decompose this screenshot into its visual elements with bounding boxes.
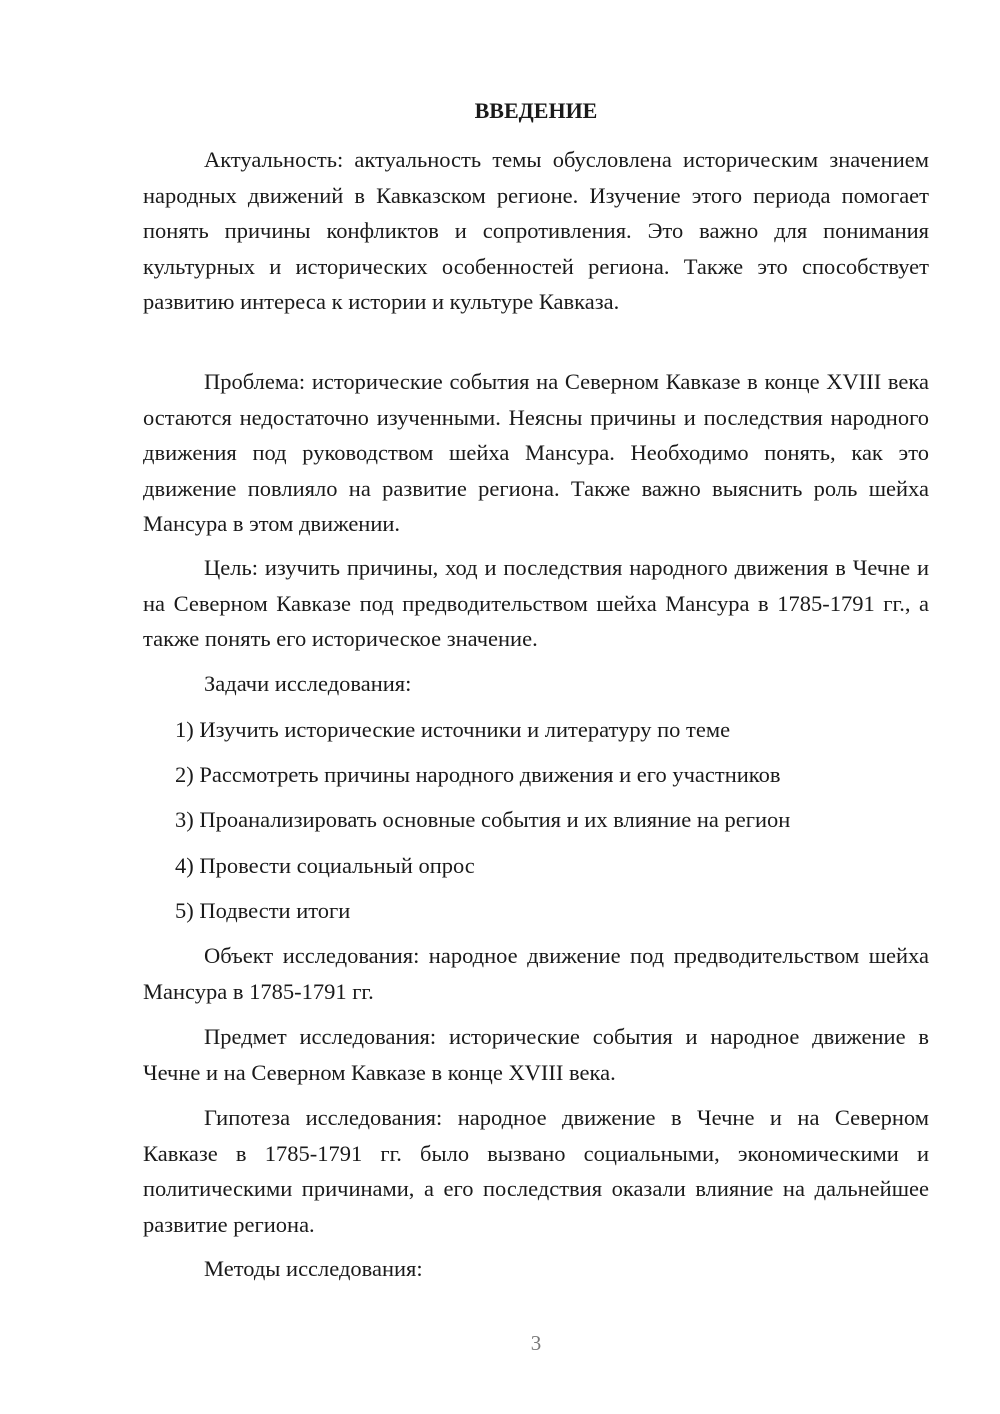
subject-paragraph: Предмет исследования: исторические события и народное движение в Чечне и на Северном Кавказе в конце XVIII века. [143,1024,929,1085]
task-item-4: 4) Провести социальный опрос [175,853,475,878]
problem-paragraph: Проблема: исторические события на Северном Кавказе в конце XVIII века остаются недостаточно изученными. Неясны причины и последствия народного движения под руководством шейха Мансура. Необходимо понять, как это движение повлияло на развитие региона. Также важно выяснить роль шейха Мансура в этом движении. [143,369,929,536]
object-paragraph: Объект исследования: народное движение под предводительством шейха Мансура в 1785-1791 гг. [143,943,929,1004]
task-item-3: 3) Проанализировать основные события и их влияние на регион [175,807,791,832]
tasks-title: Задачи исследования: [204,671,412,696]
goal-paragraph: Цель: изучить причины, ход и последствия народного движения в Чечне и на Северном Кавказе под предводительством шейха Мансура в 1785-1791 гг., а также понять его историческое значение. [143,555,929,651]
task-item-5: 5) Подвести итоги [175,898,351,923]
section-heading: ВВЕДЕНИЕ [474,98,598,123]
task-item-1: 1) Изучить исторические источники и литературу по теме [175,717,731,742]
hypothesis-paragraph: Гипотеза исследования: народное движение в Чечне и на Северном Кавказе в 1785-1791 гг. было вызвано социальными, экономическими и политическими причинами, а его последствия оказали влияние на дальнейшее развитие региона. [143,1105,929,1237]
task-item-2: 2) Рассмотреть причины народного движения и его участников [175,762,781,787]
methods-title: Методы исследования: [204,1256,423,1281]
page-number: 3 [530,1331,542,1355]
relevance-paragraph: Актуальность: актуальность темы обусловлена историческим значением народных движений в Кавказском регионе. Изучение этого периода помогает понять причины конфликтов и сопротивления. Это важно для понимания культурных и исторических особенностей региона. Также это способствует развитию интереса к истории и культуре Кавказа. [143,147,929,314]
